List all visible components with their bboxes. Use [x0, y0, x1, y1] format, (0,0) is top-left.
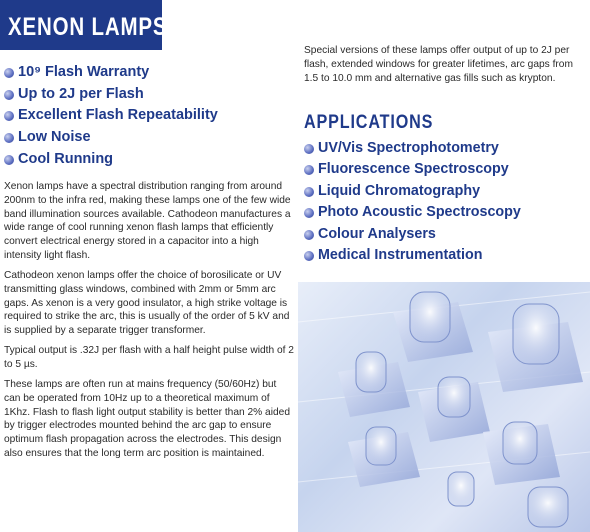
feature-item: Cool Running: [4, 149, 218, 171]
bullet-icon: [304, 208, 314, 218]
feature-item: Up to 2J per Flash: [4, 84, 218, 106]
description-paragraph: Typical output is .32J per flash with a half height pulse width of 2 to 5 µs.: [4, 345, 294, 370]
bullet-icon: [4, 111, 14, 121]
lamp-2: [488, 304, 583, 392]
bullet-icon: [4, 68, 14, 78]
application-item: Fluorescence Spectroscopy: [304, 159, 521, 180]
applications-list: [304, 138, 521, 266]
feature-item: Low Noise: [4, 127, 218, 149]
description-paragraph: Xenon lamps have a spectral distribution ranging from around 200nm to the infra red, making these lamps one of the few wide band illumination sources available. Cathodeon manufactures a wide range of cool running xenon flash lamps that efficiently convert electrical energy stored in a capacitor into a high intensity light flash.: [4, 181, 291, 261]
bullet-icon: [304, 230, 314, 240]
application-item: Colour Analysers: [304, 224, 521, 245]
lamp-3: [338, 352, 410, 417]
bullet-icon: [304, 187, 314, 197]
special-versions-text: Special versions of these lamps offer output of up to 2J per flash, extended windows for greater lifetimes, arc gaps from 1.5 to 10.0 mm and alternative gas fills such as krypton.: [304, 45, 573, 84]
applications-heading: APPLICATIONS: [304, 112, 434, 133]
lamp-5: [348, 427, 420, 487]
bullet-icon: [304, 165, 314, 175]
application-item: UV/Vis Spectrophotometry: [304, 138, 521, 159]
lamp-8: [448, 472, 474, 506]
application-item: Photo Acoustic Spectroscopy: [304, 202, 521, 223]
bullet-icon: [304, 251, 314, 261]
lamps-illustration: [298, 282, 590, 532]
bullet-icon: [4, 133, 14, 143]
feature-item: Excellent Flash Repeatability: [4, 105, 218, 127]
bullet-icon: [304, 144, 314, 154]
page-title: XENON LAMPS: [8, 13, 168, 41]
bullet-icon: [4, 90, 14, 100]
lamp-4: [418, 377, 490, 442]
title-banner: [0, 0, 168, 50]
lamp-6: [483, 422, 560, 485]
lamp-7: [528, 487, 568, 527]
description-text: [4, 180, 294, 467]
application-item: Liquid Chromatography: [304, 181, 521, 202]
xenon-lamps-photo: [298, 282, 590, 532]
description-paragraph: These lamps are often run at mains frequency (50/60Hz) but can be operated from 10Hz up to a theoretical maximum of 1Khz. Flash to flash light output stability is better than 2% aided by trigger electrodes mounted behind the arc gap to ensure optimum flash propagation across the electrodes. This design also ensures that the long term arc position is maintained.: [4, 378, 290, 459]
lamp-1: [393, 292, 473, 362]
features-list: [4, 62, 218, 170]
description-paragraph: Cathodeon xenon lamps offer the choice of borosilicate or UV transmitting glass windows, combined with 2mm or 5mm arc gaps. As xenon is a very good insulator, a high strike voltage is required to strike the arc, this is usually of the order of 5 kV and is supplied by a separate trigger transformer.: [4, 269, 290, 337]
application-item: Medical Instrumentation: [304, 245, 521, 266]
feature-item: 10⁹ Flash Warranty: [4, 62, 218, 84]
bullet-icon: [4, 155, 14, 165]
